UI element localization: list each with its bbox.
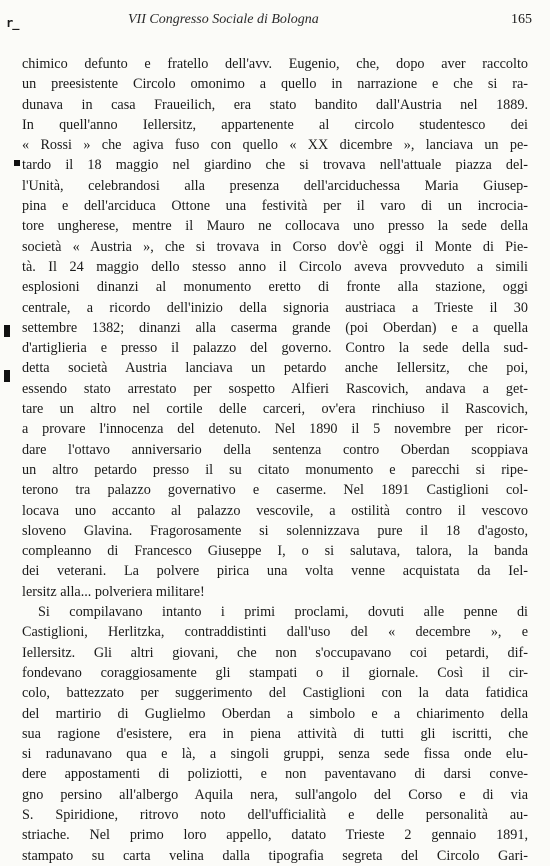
corner-mark: r_ [6, 16, 19, 30]
text-line: sua ragione d'esistere, era in piena attività di tutti gli iscritti, che [22, 725, 528, 742]
text-line: fondevano coraggiosamente gli stampati o il giornale. Così il cir- [22, 664, 528, 681]
text-line: società « Austria », che si trovava in Corso dov'è oggi il Monte di Pie- [22, 238, 528, 255]
text-line: « Rossi » che agiva fuso con quello « XX dicembre », lanciava un pe- [22, 137, 528, 154]
text-line: sloveno Glavina. Fragorosamente si solennizzava pure il 18 d'agosto, [22, 522, 528, 539]
text-line: tore ungherese, mentre il Mauro ne collocava uno presso la sede della [22, 218, 528, 235]
text-line: tà. Il 24 maggio dello stesso anno il Circolo aveva provveduto a simili [22, 258, 528, 275]
text-line: tardo il 18 maggio nel giardino che si trovava nell'attuale piazza del- [22, 157, 528, 174]
text-line: In quell'anno Iellersitz, appartenente al circolo studentesco dei [22, 116, 528, 133]
running-head: VII Congresso Sociale di Bologna [128, 12, 319, 27]
text-line: stampato su carta velina dalla tipografia segreta del Circolo Gari- [22, 847, 528, 864]
text-line: dei veterani. La polvere pirica una volta venne acquistata da Iel- [22, 563, 528, 580]
margin-mark [14, 160, 20, 166]
text-line: l'Unità, celebrandosi alla presenza dell'arciduchessa Maria Giusep- [22, 177, 528, 194]
text-line: chimico defunto e fratello dell'avv. Eugenio, che, dopo aver raccolto [22, 56, 528, 72]
text-line: si radunavano qua e là, a singoli gruppi, senza sede fissa onde elu- [22, 746, 528, 763]
text-line: lersitz alla... polveriera militare! [22, 583, 205, 600]
text-line: dere appostamenti di poliziotti, e non paventavano di darsi conve- [22, 766, 528, 783]
text-line: colo, battezzato per suggerimento del Castiglioni con la data fatidica [22, 685, 528, 702]
text-line: striache. Nel primo loro appello, datato Trieste 2 gennaio 1891, [22, 827, 528, 844]
page-number: 165 [511, 12, 532, 27]
text-line: del martirio di Guglielmo Oberdan a simbolo e a chiarimento della [22, 705, 528, 722]
text-line: a provare l'innocenza del detenuto. Nel 1890 il 5 novembre per ricor- [22, 421, 528, 438]
text-line: Castiglioni, Herlitzka, contraddistinti dall'uso del « decembre », e [22, 624, 528, 641]
text-line: esplosioni dinanzi al monumento eretto di fronte alla stazione, oggi [22, 279, 528, 296]
text-line: d'artiglieria e presso il palazzo del governo. Contro la sede della sud- [22, 340, 528, 357]
text-line: Si compilavano intanto i primi proclami, dovuti alle penne di [38, 604, 528, 621]
body-text [22, 54, 528, 866]
page-header [0, 0, 550, 40]
text-line: gno persino all'albergo Aquila nera, sull'angolo del Corso e di via [22, 786, 528, 803]
text-line: centrale, a ricordo dell'inizio della signoria austriaca a Trieste il 30 [22, 299, 528, 316]
text-line: S. Spiridione, ritrovo noto dell'ufficialità e delle personalità au- [22, 806, 528, 823]
text-line: terono tra palazzo governativo e caserme. Nel 1891 Castiglioni col- [22, 482, 528, 499]
margin-mark [4, 325, 10, 337]
text-line: Iellersitz. Gli altri giovani, che non s'occupavano coi petardi, dif- [22, 644, 528, 661]
text-line: essendo stato arrestato per sospetto Alfieri Rascovich, andava a get- [22, 380, 528, 397]
text-line: pina e dell'arciduca Ottone una festività per il varo di un incrocia- [22, 198, 528, 215]
text-line: dare l'ottavo anniversario della sentenza contro Oberdan scoppiava [22, 441, 528, 458]
text-line: settembre 1382; dinanzi alla caserma grande (poi Oberdan) e a quella [22, 319, 528, 336]
text-line: un preesistente Circolo omonimo a quello in narrazione e che si ra- [22, 76, 528, 93]
text-line: un altro petardo presso il su citato monumento e parecchi si ripe- [22, 461, 528, 478]
text-line: locava uno accanto al palazzo vescovile, a ostilità contro il vescovo [22, 502, 528, 519]
margin-mark [4, 370, 10, 382]
text-line: dunava in casa Fraueilich, era stato bandito dall'Austria nel 1889. [22, 96, 528, 113]
text-line: tare un altro nel cortile delle carceri, ov'era rinchiuso il Rascovich, [22, 401, 528, 418]
text-line: detta società Austria lanciava un petardo anche Iellersitz, che poi, [22, 360, 528, 377]
text-line: compleanno di Francesco Giuseppe I, o si salutava, talora, la banda [22, 543, 528, 560]
